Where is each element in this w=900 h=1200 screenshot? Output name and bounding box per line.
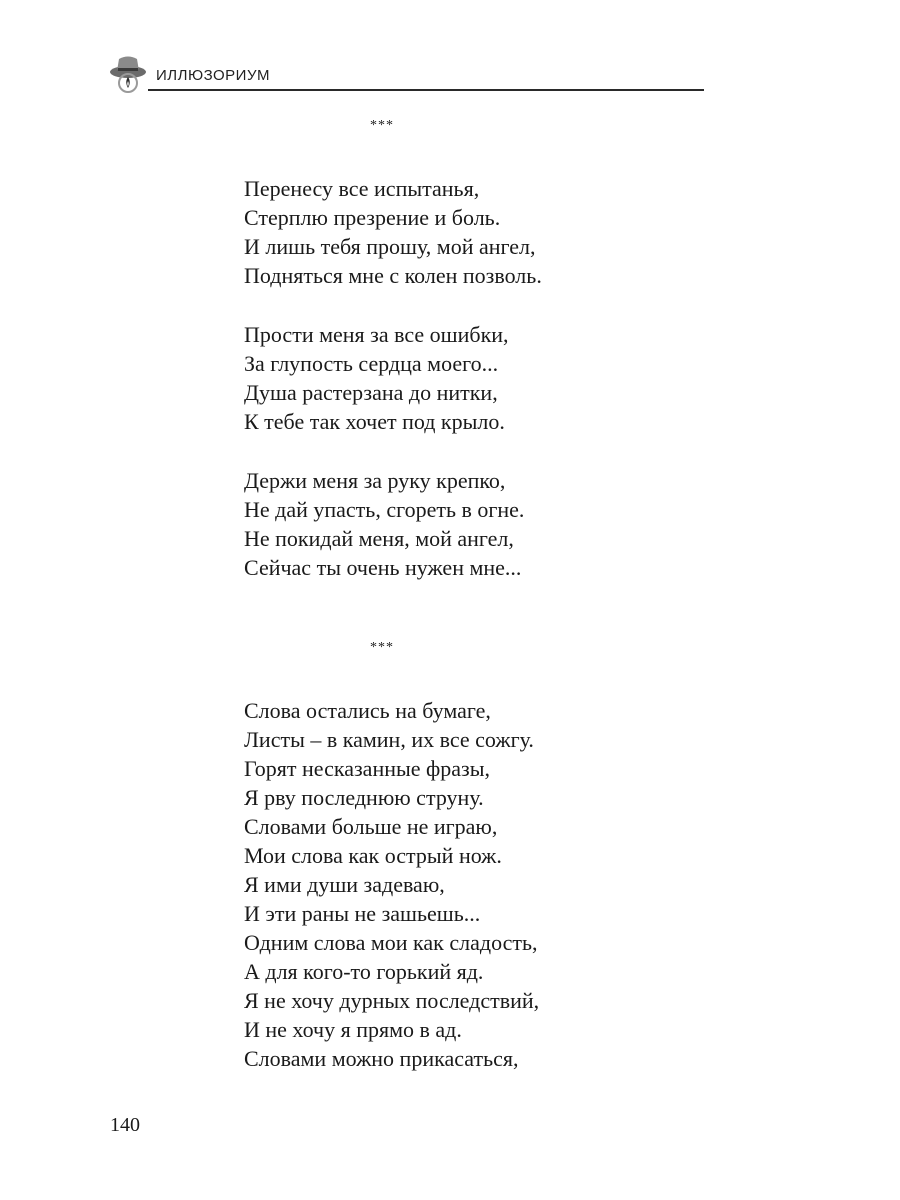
- verse-line: Словами можно прикасаться,: [244, 1046, 519, 1071]
- verse-line: Я не хочу дурных последствий,: [244, 988, 540, 1013]
- verse-line: Держи меня за руку крепко,: [244, 468, 506, 493]
- verse-line: За глупость сердца моего...: [244, 351, 499, 376]
- verse-line: Прости меня за все ошибки,: [244, 322, 509, 347]
- running-header: [108, 52, 708, 94]
- series-title: ИЛЛЮЗОРИУМ: [156, 67, 270, 84]
- poem-body: [244, 696, 539, 1103]
- verse-line: Одним слова мои как сладость,: [244, 930, 538, 955]
- verse-line: И эти раны не зашьешь...: [244, 901, 481, 926]
- stanza: [244, 320, 542, 436]
- verse-line: Слова остались на бумаге,: [244, 698, 491, 723]
- stanza: [244, 466, 542, 582]
- poem-body: [244, 174, 542, 612]
- verse-line: И лишь тебя прошу, мой ангел,: [244, 234, 536, 259]
- poem-separator: ***: [370, 118, 394, 133]
- verse-line: Я ими души задеваю,: [244, 872, 445, 897]
- verse-line: Листы – в камин, их все сожгу.: [244, 727, 534, 752]
- verse-line: Перенесу все испытанья,: [244, 176, 480, 201]
- hat-candle-logo-icon: [108, 52, 148, 94]
- verse-line: Не покидай меня, мой ангел,: [244, 526, 514, 551]
- verse-line: Подняться мне с колен позволь.: [244, 263, 542, 288]
- verse-line: Горят несказанные фразы,: [244, 756, 491, 781]
- verse-line: Я рву последнюю струну.: [244, 785, 484, 810]
- verse-line: Душа растерзана до нитки,: [244, 380, 498, 405]
- verse-line: И не хочу я прямо в ад.: [244, 1017, 462, 1042]
- verse-line: Словами больше не играю,: [244, 814, 498, 839]
- verse-line: Мои слова как острый нож.: [244, 843, 502, 868]
- page-number: 140: [110, 1114, 140, 1136]
- verse-line: Не дай упасть, сгореть в огне.: [244, 497, 525, 522]
- poem-separator: ***: [370, 640, 394, 655]
- stanza: [244, 696, 539, 1073]
- verse-line: А для кого-то горький яд.: [244, 959, 484, 984]
- verse-line: К тебе так хочет под крыло.: [244, 409, 505, 434]
- verse-line: Сейчас ты очень нужен мне...: [244, 555, 522, 580]
- header-divider: [148, 89, 704, 91]
- stanza: [244, 174, 542, 290]
- verse-line: Стерплю презрение и боль.: [244, 205, 501, 230]
